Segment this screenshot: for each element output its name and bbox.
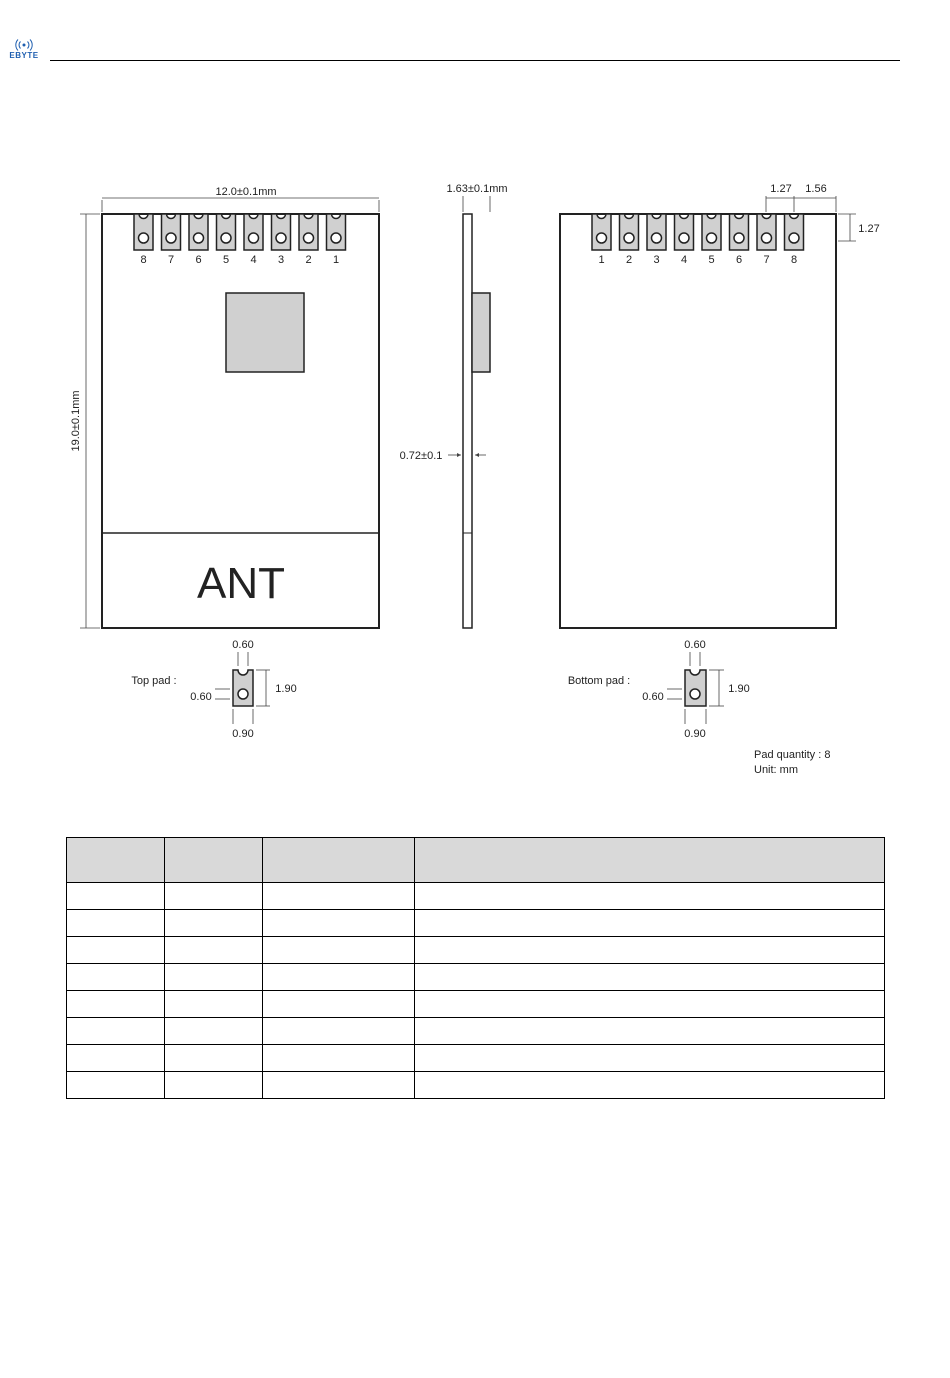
table-cell xyxy=(67,883,165,910)
table-cell xyxy=(67,1018,165,1045)
table-cell xyxy=(67,937,165,964)
pin-table xyxy=(66,837,885,1099)
top-view-pin-label: 1 xyxy=(332,254,340,266)
top-view-pin-label: 6 xyxy=(195,254,202,266)
table-cell xyxy=(67,1045,165,1072)
bottom-view-pin xyxy=(675,214,694,250)
unit-note: Unit: mm xyxy=(754,764,798,776)
top-view-pin xyxy=(299,214,318,250)
table-cell xyxy=(415,964,885,991)
table-cell xyxy=(165,937,263,964)
table-cell xyxy=(415,937,885,964)
top-view-pin xyxy=(244,214,263,250)
top-view-pin-label: 5 xyxy=(222,254,230,266)
table-row xyxy=(67,964,885,991)
bottom-view-pin xyxy=(785,214,804,250)
bottom-view xyxy=(560,183,880,628)
edge-dimension: 1.56 xyxy=(805,183,827,195)
table-cell xyxy=(165,964,263,991)
bottom-view-pin-label: 8 xyxy=(790,254,798,266)
bottom-view-pin-label: 7 xyxy=(763,254,770,266)
table-row xyxy=(67,991,885,1018)
bottom-view-pin xyxy=(757,214,776,250)
table-cell xyxy=(415,910,885,937)
height-dimension: 19.0±0.1mm xyxy=(70,390,82,452)
table-cell xyxy=(165,883,263,910)
width-dimension: 12.0±0.1mm xyxy=(215,186,277,198)
table-header-cell xyxy=(263,838,415,883)
table-cell xyxy=(263,937,415,964)
pin-table-header-row xyxy=(67,838,885,883)
bottom-view-pin xyxy=(647,214,666,250)
table-cell xyxy=(165,1072,263,1099)
table-cell xyxy=(263,1018,415,1045)
table-cell xyxy=(263,1045,415,1072)
bottom-pad-left-width: 0.60 xyxy=(642,691,664,703)
side-pcb-dimension: 0.72±0.1 xyxy=(399,450,443,462)
side-shield xyxy=(472,293,490,372)
table-cell xyxy=(415,1018,885,1045)
antenna-label: ANT xyxy=(197,559,285,608)
bottom-view-pin-label: 1 xyxy=(598,254,605,266)
table-cell xyxy=(165,910,263,937)
bottom-view-pin xyxy=(620,214,639,250)
top-pad-top-width: 0.60 xyxy=(232,639,254,651)
table-cell xyxy=(415,883,885,910)
bottom-pad-shape xyxy=(685,670,706,706)
table-cell xyxy=(67,910,165,937)
table-cell xyxy=(165,1018,263,1045)
bottom-pad-detail xyxy=(568,639,750,740)
table-cell xyxy=(165,1045,263,1072)
bottom-pad-top-width: 0.60 xyxy=(684,639,706,651)
table-row xyxy=(67,1072,885,1099)
top-view-pin-label: 3 xyxy=(277,254,285,266)
bottom-pad-height: 1.90 xyxy=(728,683,750,695)
top-pad-label: Top pad : xyxy=(131,675,177,687)
table-cell xyxy=(415,991,885,1018)
table-cell xyxy=(263,883,415,910)
top-view-pin xyxy=(162,214,181,250)
top-view-pin-label: 2 xyxy=(305,254,312,266)
table-cell xyxy=(263,1072,415,1099)
top-view-pin xyxy=(217,214,236,250)
side-pcb xyxy=(463,214,472,628)
offset-dimension: 1.27 xyxy=(858,223,880,235)
table-header-cell xyxy=(165,838,263,883)
bottom-view-pin-label: 6 xyxy=(735,254,743,266)
top-view-pin-label: 7 xyxy=(167,254,175,266)
bottom-view-pin-label: 2 xyxy=(625,254,633,266)
top-view-pin xyxy=(272,214,291,250)
table-cell xyxy=(263,991,415,1018)
top-view-pin-label: 4 xyxy=(250,254,257,266)
top-pad-left-width: 0.60 xyxy=(190,691,212,703)
table-row xyxy=(67,883,885,910)
side-thickness-dimension: 1.63±0.1mm xyxy=(446,183,508,195)
table-row xyxy=(67,910,885,937)
bottom-pad-width: 0.90 xyxy=(684,728,706,740)
top-view-pin xyxy=(189,214,208,250)
table-header-cell xyxy=(415,838,885,883)
top-view-pin xyxy=(134,214,153,250)
table-row xyxy=(67,1018,885,1045)
bottom-view-pin xyxy=(592,214,611,250)
top-pad-height: 1.90 xyxy=(275,683,297,695)
top-view xyxy=(70,186,379,628)
brand-name: EBYTE xyxy=(9,51,39,60)
top-pad-detail xyxy=(131,639,296,740)
bottom-pad-label: Bottom pad : xyxy=(567,675,631,687)
bottom-view-pin xyxy=(702,214,721,250)
table-cell xyxy=(67,1072,165,1099)
top-pad-width: 0.90 xyxy=(232,728,254,740)
pitch-dimension: 1.27 xyxy=(770,183,792,195)
top-pad-shape xyxy=(233,670,253,706)
bottom-view-pin xyxy=(730,214,749,250)
top-view-pin xyxy=(327,214,346,250)
table-cell xyxy=(263,964,415,991)
bottom-board-outline xyxy=(560,214,836,628)
table-header-cell xyxy=(67,838,165,883)
table-cell xyxy=(165,991,263,1018)
top-view-pin-label: 8 xyxy=(140,254,147,266)
table-cell xyxy=(415,1072,885,1099)
table-cell xyxy=(415,1045,885,1072)
table-cell xyxy=(67,991,165,1018)
table-cell xyxy=(67,964,165,991)
bottom-view-pin-label: 4 xyxy=(680,254,688,266)
table-row xyxy=(67,1045,885,1072)
chip-shield xyxy=(226,293,304,372)
table-cell xyxy=(263,910,415,937)
bottom-view-pin-label: 5 xyxy=(708,254,715,266)
pad-quantity-note: Pad quantity : 8 xyxy=(754,749,831,761)
side-view xyxy=(400,183,508,628)
bottom-view-pin-label: 3 xyxy=(653,254,660,266)
table-row xyxy=(67,937,885,964)
